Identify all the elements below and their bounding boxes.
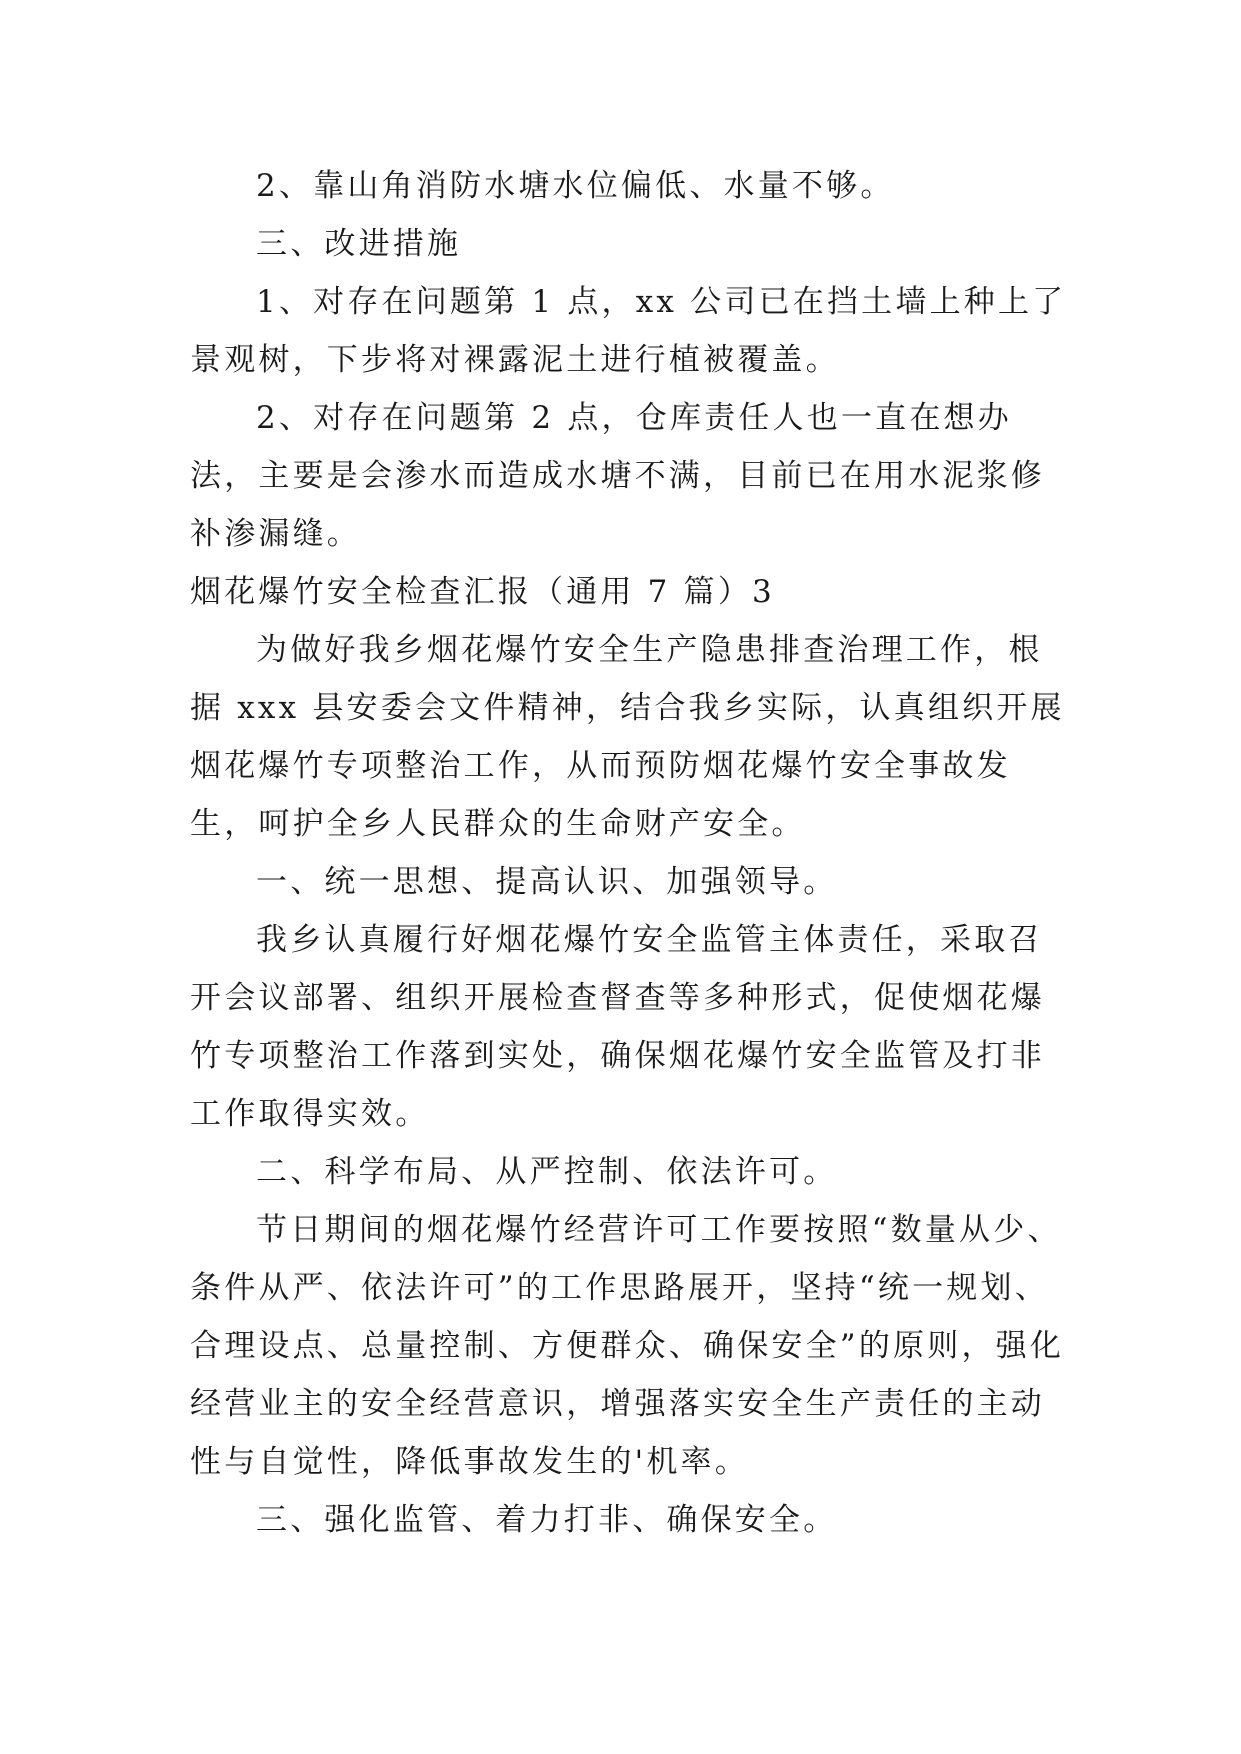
paragraph: 节日期间的烟花爆竹经营许可工作要按照“数量从少、条件从严、依法许可”的工作思路展开，坚持“统一规划、合理设点、总量控制、方便群众、确保安全”的原则，强化经营业主的安全经营意识，增强落实安全生产责任的主动性与自觉性，降低事故发生的'机率。 (190, 1212, 1065, 1480)
section-heading: 三、强化监管、着力打非、确保安全。 (256, 1502, 838, 1538)
paragraph: 我乡认真履行好烟花爆竹安全监管主体责任，采取召开会议部署、组织开展检查督查等多种形式，促使烟花爆竹专项整治工作落到实处，确保烟花爆竹安全监管及打非工作取得实效。 (190, 922, 1045, 1132)
section-heading: 一、统一思想、提高认识、加强领导。 (256, 864, 838, 900)
section-heading: 二、科学布局、从严控制、依法许可。 (256, 1154, 838, 1190)
document-body (190, 157, 1070, 1549)
document-title: 烟花爆竹安全检查汇报（通用 7 篇）3 (190, 574, 775, 610)
paragraph: 2、对存在问题第 2 点，仓库责任人也一直在想办法，主要是会渗水而造成水塘不满，目前已在用水泥浆修补渗漏缝。 (190, 400, 1045, 552)
paragraph: 为做好我乡烟花爆竹安全生产隐患排查治理工作，根据 xxx 县安委会文件精神，结合我乡实际，认真组织开展烟花爆竹专项整治工作，从而预防烟花爆竹安全事故发生，呵护全乡人民群众的生命财产安全。 (190, 632, 1065, 842)
paragraph: 2、靠山角消防水塘水位偏低、水量不够。 (256, 168, 895, 204)
paragraph: 1、对存在问题第 1 点，xx 公司已在挡土墙上种上了景观树，下步将对裸露泥土进行植被覆盖。 (190, 284, 1067, 378)
section-heading: 三、改进措施 (256, 226, 462, 262)
